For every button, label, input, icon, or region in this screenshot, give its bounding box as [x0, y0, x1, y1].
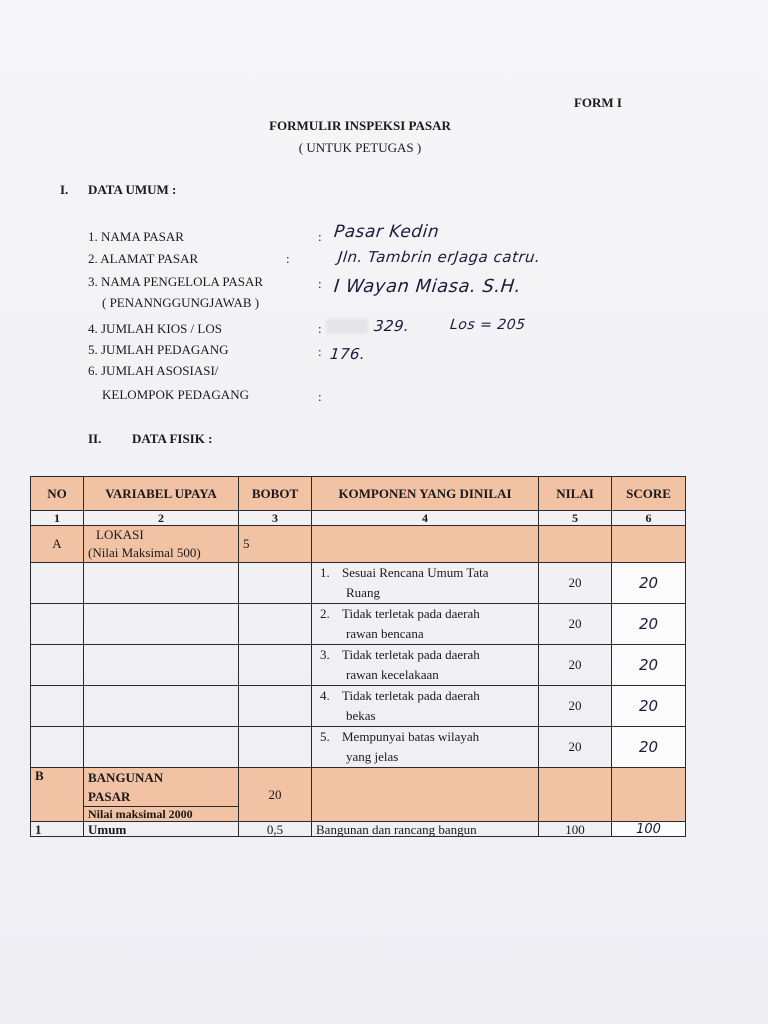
row-no: 1: [31, 822, 84, 837]
field-colon: :: [286, 251, 290, 266]
row-variable: Umum: [84, 822, 239, 837]
criterion-row: [31, 604, 686, 645]
column-header: SCORE: [612, 477, 686, 511]
group-b-row: [31, 768, 686, 807]
group-a-row: [31, 526, 686, 563]
criterion-text: 2. Tidak terletak pada daerah rawan bencana: [312, 604, 539, 645]
criterion-text: 1. Sesuai Rencana Umum Tata Ruang: [312, 563, 539, 604]
column-index: 6: [612, 511, 686, 526]
field-colon: :: [318, 389, 322, 404]
field-pedagang-label: 5. JUMLAH PEDAGANG: [88, 342, 229, 357]
field-alamat-pasar-label: 2. ALAMAT PASAR: [88, 251, 199, 266]
criterion-score: 20: [612, 686, 686, 727]
redaction-mark: [326, 319, 368, 334]
criterion-score: 20: [612, 604, 686, 645]
criterion-row: [31, 727, 686, 768]
criterion-nilai: 20: [539, 686, 612, 727]
column-index: 3: [239, 511, 312, 526]
criterion-nilai: 20: [539, 604, 612, 645]
form-page: FORM I FORMULIR INSPEKSI PASAR ( UNTUK PETUGAS ) I. DATA UMUM : 1. NAMA PASAR : Pasar Kedin 2. ALAMAT PASAR : Jln. Tambrin erJaga catru. 3. NAMA PENGELOLA PASAR ( PENANNGGUNGJAWAB ) : I Wayan Miasa. S.H. 4. JUMLAH KIOS / LOS : 329. Los = 205 5. JUMLAH PEDAGANG : 176. 6. JUMLAH ASOSIASI/ KELOMPOK PEDAGANG : II. DATA FISIK : NO VARIABEL UPAYA BOBOT KOMPONEN YANG DINILAI NILAI SCORE 1 2 3 4 5 6 A LOKASI (Nilai Maksimal 500) 5 1. Sesuai Rencana Umum Tata Ruang 20 20 2. Tidak terletak pada daerah rawan bencana 20 20 3. Tidak terletak pada daerah rawan kecelakaan 20 20 4. Tidak terletak pada daerah bekas 20 20 5. Mempunyai batas wilayah yang jelas 20 20 B BANGUNAN PASAR 20 Nilai maksimal 2000 1 Umum 0,5 Bangunan dan rancang bangun 100 100: [0, 0, 768, 1024]
criterion-nilai: 20: [539, 645, 612, 686]
field-pedagang-value: 176.: [329, 345, 367, 363]
criterion-score: 20: [612, 563, 686, 604]
column-header: BOBOT: [239, 477, 312, 511]
field-colon: :: [318, 276, 322, 291]
column-index: 5: [539, 511, 612, 526]
field-pengelola-label: 3. NAMA PENGELOLA PASAR: [88, 274, 264, 289]
column-index-row: [31, 511, 686, 526]
field-asosiasi-label-2: KELOMPOK PEDAGANG: [102, 387, 249, 402]
column-index: 2: [84, 511, 239, 526]
field-colon: :: [318, 344, 322, 359]
table-header-row: [31, 477, 686, 511]
group-no: A: [31, 526, 84, 563]
column-index: 1: [31, 511, 84, 526]
data-fisik-table: [30, 476, 686, 837]
field-colon: :: [318, 321, 322, 336]
group-bobot: 20: [239, 768, 312, 822]
row-component: Bangunan dan rancang bangun: [312, 822, 539, 837]
column-header: VARIABEL UPAYA: [84, 477, 239, 511]
form-code: FORM I: [573, 95, 622, 110]
criterion-nilai: 20: [539, 727, 612, 768]
table-row: [31, 822, 686, 837]
form-subtitle: ( UNTUK PETUGAS ): [298, 140, 422, 155]
criterion-row: [31, 686, 686, 727]
field-los-value: Los = 205: [449, 317, 527, 333]
field-alamat-pasar-value: Jln. Tambrin erJaga catru.: [337, 248, 542, 266]
column-header: KOMPONEN YANG DINILAI: [312, 477, 539, 511]
group-no: B: [31, 768, 84, 822]
field-colon: :: [318, 229, 322, 244]
column-index: 4: [312, 511, 539, 526]
field-kios-los-label: 4. JUMLAH KIOS / LOS: [88, 321, 222, 336]
criterion-row: [31, 563, 686, 604]
form-title: FORMULIR INSPEKSI PASAR: [269, 118, 451, 133]
group-variable: BANGUNAN PASAR: [84, 768, 239, 807]
criterion-row: [31, 645, 686, 686]
field-nama-pasar-value: Pasar Kedin: [332, 222, 441, 242]
group-variable: LOKASI (Nilai Maksimal 500): [84, 526, 239, 563]
field-kios-value: 329.: [373, 317, 411, 335]
criterion-nilai: 20: [539, 563, 612, 604]
row-bobot: 0,5: [239, 822, 312, 837]
field-asosiasi-label: 6. JUMLAH ASOSIASI/: [88, 363, 219, 378]
column-header: NILAI: [539, 477, 612, 511]
group-note: Nilai maksimal 2000: [84, 807, 239, 822]
criterion-score: 20: [612, 727, 686, 768]
field-pengelola-label-2: ( PENANNGGUNGJAWAB ): [102, 295, 260, 310]
column-header: NO: [31, 477, 84, 511]
group-bobot: 5: [239, 526, 312, 563]
field-nama-pasar-label: 1. NAMA PASAR: [88, 229, 184, 244]
row-score: 100: [612, 822, 686, 837]
criterion-text: 4. Tidak terletak pada daerah bekas: [312, 686, 539, 727]
criterion-text: 3. Tidak terletak pada daerah rawan kecelakaan: [312, 645, 539, 686]
field-pengelola-value: I Wayan Miasa. S.H.: [332, 276, 523, 297]
row-nilai: 100: [539, 822, 612, 837]
criterion-text: 5. Mempunyai batas wilayah yang jelas: [312, 727, 539, 768]
criterion-score: 20: [612, 645, 686, 686]
